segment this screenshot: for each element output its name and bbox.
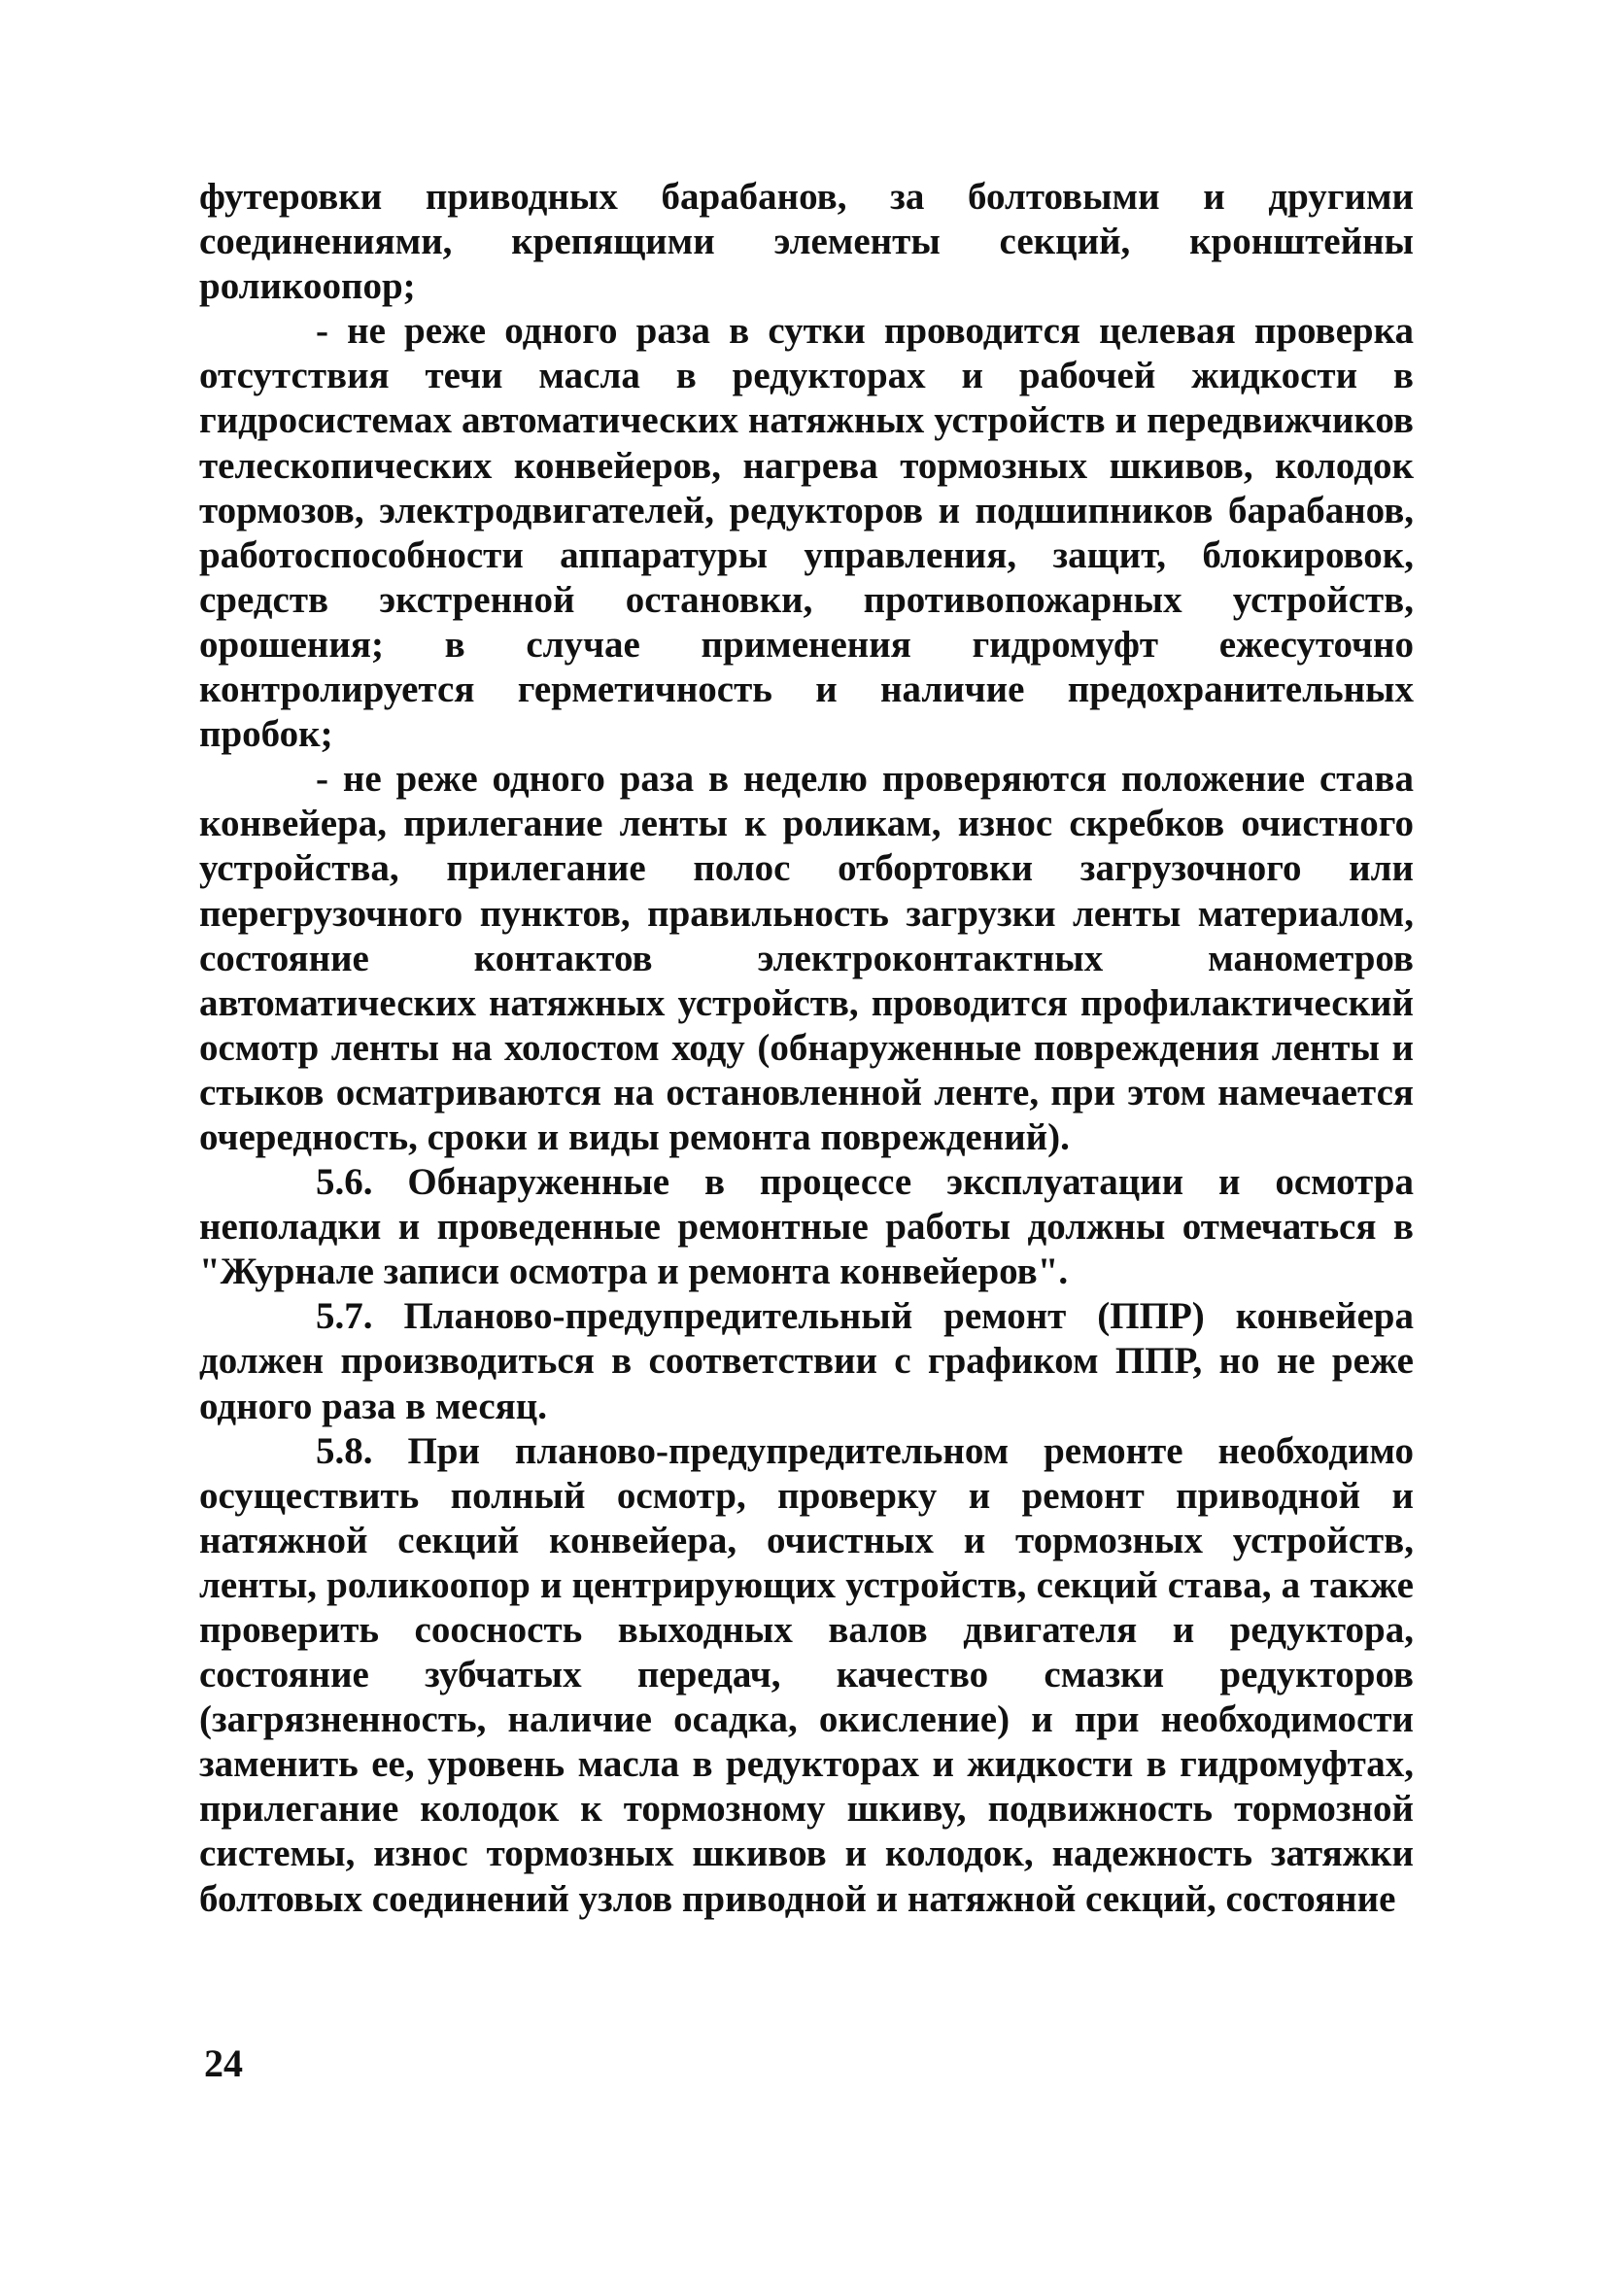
paragraph-daily-check: - не реже одного раза в сутки проводится целевая проверка отсутствия течи масла в редукторах и рабочей жидкости в гидросистемах автоматических натяжных устройств и передвижчиков телескопических конвейеров, нагрева тормозных шкивов, колодок тормозов, электродвигателей, редукторов и подшипников барабанов, работоспособности аппаратуры управления, защит, блокировок, средств экстренной остановки, противопожарных устройств, орошения; в случае применения гидромуфт ежесуточно контролируется герметичность и наличие предохранительных пробок; bbox=[199, 310, 1414, 756]
body-text bbox=[199, 175, 1414, 1922]
paragraph-weekly-check: - не реже одного раза в неделю проверяются положение става конвейера, прилегание ленты к роликам, износ скребков очистного устройства, прилегание полос отбортовки загрузочного или перегрузочного пунктов, правильность загрузки ленты материалом, состояние контактов электроконтактных манометров автоматических натяжных устройств, проводится профилактический осмотр ленты на холостом ходу (обнаруженные повреждения ленты и стыков осматриваются на остановленной ленте, при этом намечается очередность, сроки и виды ремонта повреждений). bbox=[199, 758, 1414, 1158]
paragraph-5-7: 5.7. Планово-предупредительный ремонт (ППР) конвейера должен производиться в соответствии с графиком ППР, но не реже одного раза в месяц. bbox=[199, 1295, 1414, 1427]
paragraph-5-6: 5.6. Обнаруженные в процессе эксплуатации и осмотра неполадки и проведенные ремонтные работы должны отмечаться в "Журнале записи осмотра и ремонта конвейеров". bbox=[199, 1161, 1414, 1293]
page-number: 24 bbox=[204, 2041, 243, 2085]
paragraph-continuation: футеровки приводных барабанов, за болтовыми и другими соединениями, крепящими элементы секций, кронштейны роликоопор; bbox=[199, 176, 1414, 308]
paragraph-5-8: 5.8. При планово-предупредительном ремонте необходимо осуществить полный осмотр, проверку и ремонт приводной и натяжной секций конвейера, очистных и тормозных устройств, ленты, роликоопор и центрирующих устройств, секций става, а также проверить соосность выходных валов двигателя и редуктора, состояние зубчатых передач, качество смазки редукторов (загрязненность, наличие осадка, окисление) и при необходимости заменить ее, уровень масла в редукторах и жидкости в гидромуфтах, прилегание колодок к тормозному шкиву, подвижность тормозной системы, износ тормозных шкивов и колодок, надежность затяжки болтовых соединений узлов приводной и натяжной секций, состояние bbox=[199, 1429, 1414, 1920]
